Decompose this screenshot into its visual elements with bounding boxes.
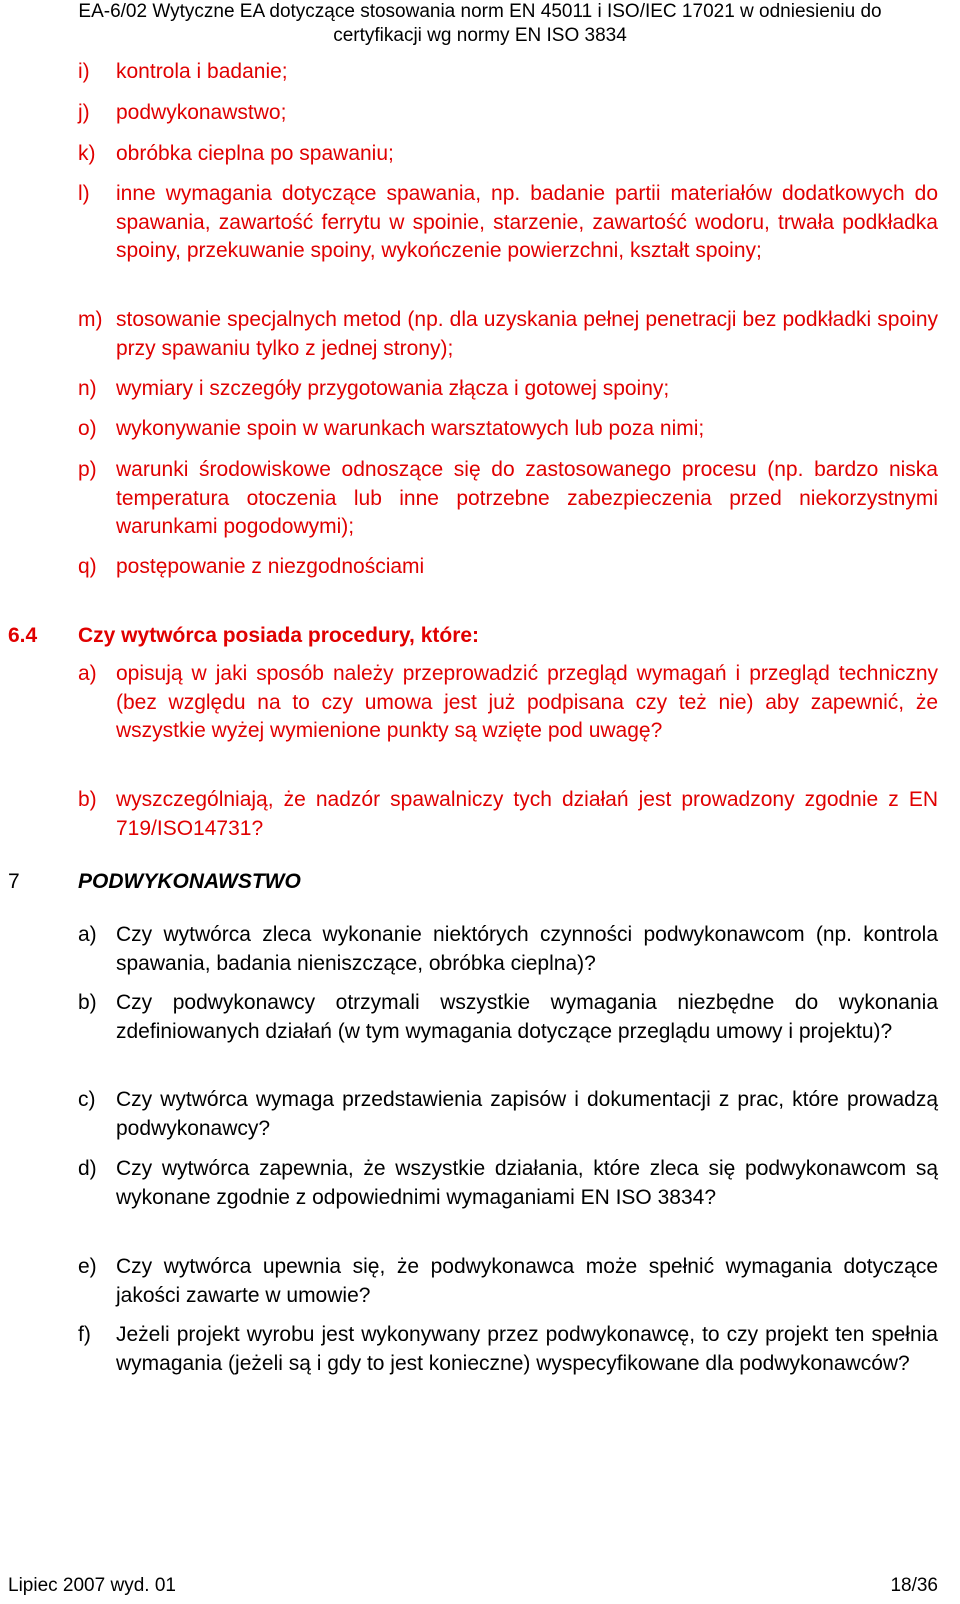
list-text: obróbka cieplna po spawaniu;	[116, 142, 394, 165]
list-text: Czy wytwórca wymaga przedstawienia zapisów i dokumentacji z prac, które prowadzą podwykonawcy?	[116, 1088, 938, 1140]
list-text: kontrola i badanie;	[116, 60, 288, 83]
header-line-1: EA-6/02 Wytyczne EA dotyczące stosowania norm EN 45011 i ISO/IEC 17021 w odniesieniu do	[78, 1, 882, 22]
list-text: Jeżeli projekt wyrobu jest wykonywany przez podwykonawcę, to czy projekt ten spełnia wymagania (jeżeli są i gdy to jest konieczne) wyspecyfikowane dla podwykonawców?	[116, 1323, 938, 1375]
list-marker: o)	[78, 417, 97, 440]
list-item	[78, 375, 938, 404]
list-item	[78, 180, 938, 266]
page-number: 18/36	[890, 1575, 938, 1596]
list-item	[78, 1321, 938, 1378]
list-marker: a)	[78, 662, 97, 685]
section-number: 7	[8, 870, 20, 893]
list-item	[78, 99, 938, 128]
list-text: Czy podwykonawcy otrzymali wszystkie wymagania niezbędne do wykonania zdefiniowanych działań (w tym wymagania dotyczące przeglądu umowy i projektu)?	[116, 991, 938, 1043]
section-title: Czy wytwórca posiada procedury, które:	[78, 624, 480, 647]
list-text: opisują w jaki sposób należy przeprowadzić przegląd wymagań i przegląd techniczny (bez względu na to czy umowa jest już podpisana czy też nie) aby zapewnić, że wszystkie wyżej wymienione punkty są wzięte pod uwagę?	[116, 662, 938, 742]
section-number: 6.4	[8, 624, 38, 647]
list-text: inne wymagania dotyczące spawania, np. badanie partii materiałów dodatkowych do spawania, zawartość ferrytu w spoinie, starzenie, zawartość wodoru, trwała podkładka spoiny, przekuwanie spoiny, wykończenie powierzchni, kształt spoiny;	[116, 182, 938, 262]
page-header	[0, 0, 960, 48]
list-text: wykonywanie spoin w warunkach warsztatowych lub poza nimi;	[116, 417, 705, 440]
section-title: PODWYKONAWSTWO	[78, 870, 301, 893]
list-text: wyszczególniają, że nadzór spawalniczy tych działań jest prowadzony zgodnie z EN 719/ISO14731?	[116, 788, 938, 840]
list-marker: e)	[78, 1255, 97, 1278]
list-item	[78, 140, 938, 169]
list-marker: l)	[78, 182, 90, 205]
list-item	[78, 921, 938, 978]
list-marker: c)	[78, 1088, 96, 1111]
list-text: Czy wytwórca zleca wykonanie niektórych czynności podwykonawcom (np. kontrola spawania, badania nieniszczące, obróbka cieplna)?	[116, 923, 938, 975]
list-marker: i)	[78, 60, 90, 83]
list-marker: a)	[78, 923, 97, 946]
list-marker: f)	[78, 1323, 91, 1346]
list-item	[78, 415, 938, 444]
list-marker: k)	[78, 142, 96, 165]
list-text: Czy wytwórca upewnia się, że podwykonawca może spełnić wymagania dotyczące jakości zawarte w umowie?	[116, 1255, 938, 1307]
list-marker: n)	[78, 377, 97, 400]
list-item	[78, 1155, 938, 1212]
list-item	[78, 660, 938, 746]
list-item	[78, 58, 938, 87]
list-marker: m)	[78, 308, 103, 331]
list-marker: j)	[78, 101, 90, 124]
list-text: warunki środowiskowe odnoszące się do zastosowanego procesu (np. bardzo niska temperatura otoczenia lub inne potrzebne zabezpieczenia przed niekorzystnymi warunkami pogodowymi);	[116, 458, 938, 538]
list-text: podwykonawstwo;	[116, 101, 287, 124]
list-marker: q)	[78, 555, 97, 578]
list-item	[78, 786, 938, 843]
list-text: Czy wytwórca zapewnia, że wszystkie działania, które zleca się podwykonawcom są wykonane zgodnie z odpowiednimi wymaganiami EN ISO 3834?	[116, 1157, 938, 1209]
list-item	[78, 1086, 938, 1143]
list-marker: b)	[78, 991, 97, 1014]
footer-date-edition: Lipiec 2007 wyd. 01	[8, 1575, 176, 1596]
list-item	[78, 989, 938, 1046]
list-marker: d)	[78, 1157, 97, 1180]
list-item	[78, 1253, 938, 1310]
header-line-2: certyfikacji wg normy EN ISO 3834	[333, 25, 627, 46]
list-item	[78, 306, 938, 363]
list-text: stosowanie specjalnych metod (np. dla uzyskania pełnej penetracji bez podkładki spoiny przy spawaniu tylko z jednej strony);	[116, 308, 938, 360]
list-text: postępowanie z niezgodnościami	[116, 555, 425, 578]
list-text: wymiary i szczegóły przygotowania złącza i gotowej spoiny;	[116, 377, 670, 400]
list-marker: b)	[78, 788, 97, 811]
list-item	[78, 553, 938, 582]
list-marker: p)	[78, 458, 97, 481]
list-item	[78, 456, 938, 542]
